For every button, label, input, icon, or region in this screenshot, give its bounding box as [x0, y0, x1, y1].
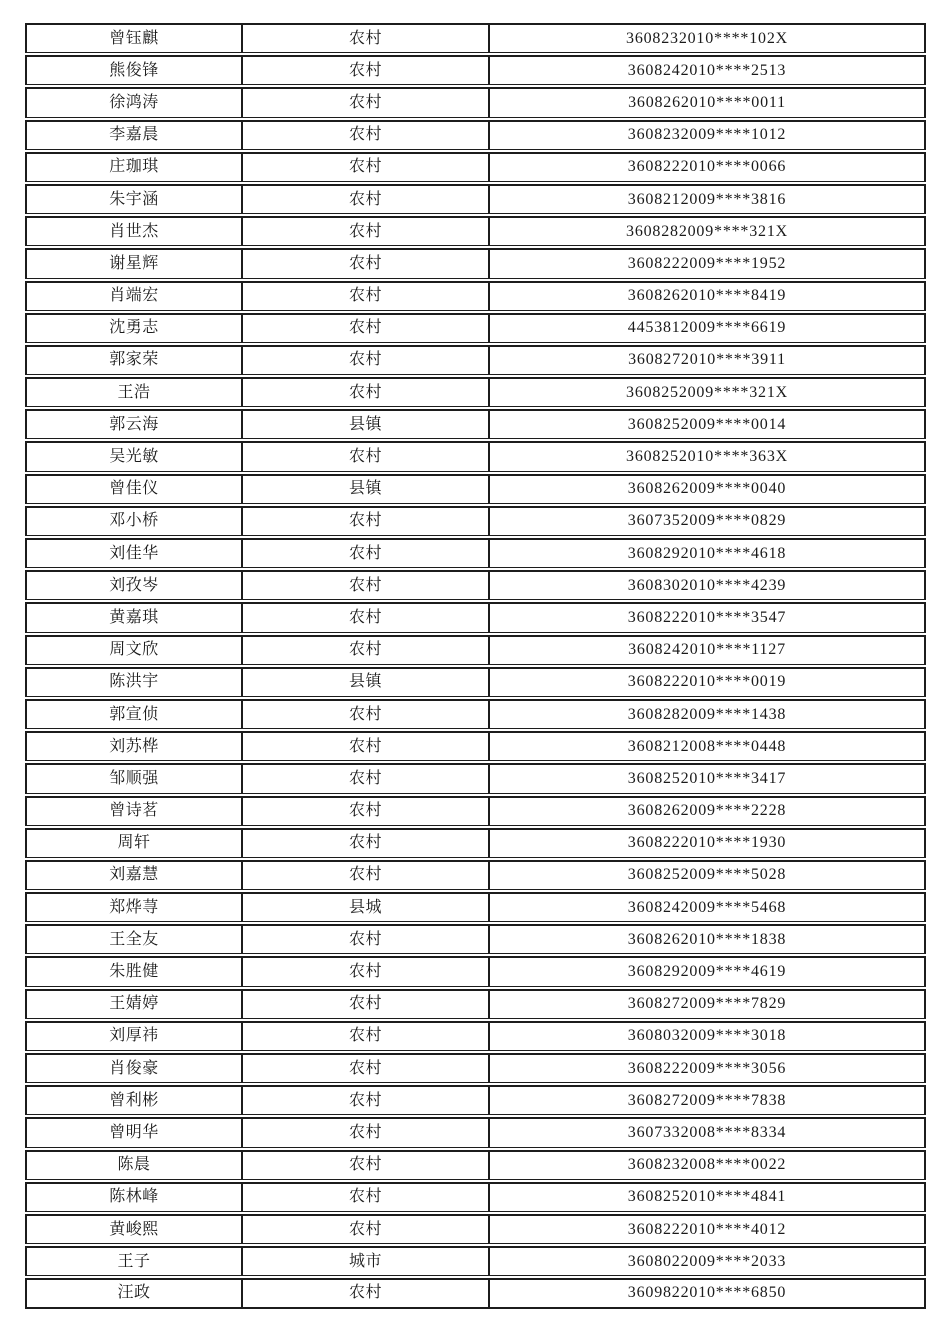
name-cell: 陈林峰: [27, 1184, 243, 1211]
table-row: [25, 699, 926, 729]
residence-type-cell: 城市: [243, 1248, 490, 1275]
residence-type-cell: 农村: [243, 958, 490, 985]
residence-type-cell: 农村: [243, 991, 490, 1018]
table-row: [25, 474, 926, 504]
id-number-cell: 3608262010****1838: [627, 930, 787, 948]
name-cell: 郭家荣: [27, 347, 243, 374]
id-number-cell: 3608212009****3816: [627, 190, 787, 208]
table-row: [25, 506, 926, 536]
table-row: [25, 1021, 926, 1051]
id-number-cell: 3609822010****6850: [627, 1284, 787, 1302]
residence-type-cell: 农村: [243, 637, 490, 664]
table-row: [25, 184, 926, 214]
residence-type-cell: 农村: [243, 186, 490, 213]
id-number-cell: 3608222010****0019: [627, 673, 787, 691]
table-row: [25, 152, 926, 182]
table-row: [25, 441, 926, 471]
name-cell: 周文欣: [27, 637, 243, 664]
table-row: [25, 892, 926, 922]
table-row: [25, 1182, 926, 1212]
table-row: [25, 1150, 926, 1180]
name-cell: 王婧婷: [27, 991, 243, 1018]
name-cell: 郭云海: [27, 411, 243, 438]
residence-type-cell: 农村: [243, 122, 490, 149]
name-cell: 王浩: [27, 379, 243, 406]
residence-type-cell: 农村: [243, 765, 490, 792]
table-row: [25, 989, 926, 1019]
residence-type-cell: 县镇: [243, 476, 490, 503]
id-number-cell: 3608222010****3547: [627, 608, 787, 626]
residence-type-cell: 农村: [243, 733, 490, 760]
residence-type-cell: 农村: [243, 1087, 490, 1114]
id-number-cell: 3608222009****3056: [627, 1059, 787, 1077]
id-number-cell: 3608232009****1012: [627, 126, 787, 144]
name-cell: 邓小桥: [27, 508, 243, 535]
name-cell: 李嘉晨: [27, 122, 243, 149]
id-number-cell: 3608222009****1952: [627, 254, 787, 272]
name-cell: 庄珈琪: [27, 154, 243, 181]
id-number-cell: 3608252009****0014: [627, 415, 787, 433]
name-cell: 曾明华: [27, 1119, 243, 1146]
table-row: [25, 345, 926, 375]
id-number-cell: 3608292010****4618: [627, 544, 787, 562]
name-cell: 刘嘉慧: [27, 862, 243, 889]
name-cell: 王全友: [27, 926, 243, 953]
residence-type-cell: 农村: [243, 347, 490, 374]
id-number-cell: 3608222010****0066: [627, 158, 787, 176]
residence-type-cell: 农村: [243, 1119, 490, 1146]
name-cell: 朱胜健: [27, 958, 243, 985]
name-cell: 黄嘉琪: [27, 604, 243, 631]
table-row: [25, 1053, 926, 1083]
name-cell: 周轩: [27, 830, 243, 857]
table-row: [25, 409, 926, 439]
id-number-cell: 3608242009****5468: [627, 898, 787, 916]
id-number-cell: 3607352009****0829: [627, 512, 787, 530]
name-cell: 曾诗茗: [27, 798, 243, 825]
name-cell: 郭宣侦: [27, 701, 243, 728]
table-row: [25, 87, 926, 117]
name-cell: 刘孜岑: [27, 572, 243, 599]
table-row: [25, 1246, 926, 1276]
id-number-cell: 3608242010****1127: [628, 641, 786, 659]
residence-type-cell: 农村: [243, 1152, 490, 1179]
residence-type-cell: 农村: [243, 572, 490, 599]
residence-type-cell: 农村: [243, 604, 490, 631]
name-cell: 曾佳仪: [27, 476, 243, 503]
table-row: [25, 120, 926, 150]
name-cell: 熊俊锋: [27, 57, 243, 84]
table-row: [25, 602, 926, 632]
table-row: [25, 538, 926, 568]
id-number-cell: 3608302010****4239: [627, 576, 787, 594]
roster-table: [25, 23, 926, 1311]
id-number-cell: 3608032009****3018: [627, 1027, 787, 1045]
residence-type-cell: 农村: [243, 218, 490, 245]
residence-type-cell: 县镇: [243, 411, 490, 438]
table-row: [25, 1278, 926, 1308]
name-cell: 吴光敏: [27, 443, 243, 470]
name-cell: 沈勇志: [27, 315, 243, 342]
residence-type-cell: 县镇: [243, 669, 490, 696]
id-number-cell: 3608022009****2033: [627, 1252, 787, 1270]
table-row: [25, 377, 926, 407]
table-row: [25, 313, 926, 343]
table-row: [25, 828, 926, 858]
id-number-cell: 3608272009****7838: [627, 1091, 787, 1109]
residence-type-cell: 农村: [243, 154, 490, 181]
table-row: [25, 924, 926, 954]
residence-type-cell: 农村: [243, 250, 490, 277]
id-number-cell: 3608242010****2513: [627, 61, 787, 79]
residence-type-cell: 农村: [243, 1184, 490, 1211]
name-cell: 汪政: [27, 1280, 243, 1306]
table-row: [25, 731, 926, 761]
name-cell: 肖俊豪: [27, 1055, 243, 1082]
table-row: [25, 570, 926, 600]
name-cell: 肖端宏: [27, 283, 243, 310]
id-number-cell: 3608262010****0011: [628, 93, 786, 111]
table-row: [25, 956, 926, 986]
table-row: [25, 55, 926, 85]
table-row: [25, 860, 926, 890]
name-cell: 曾利彬: [27, 1087, 243, 1114]
id-number-cell: 3608272010****3911: [628, 351, 786, 369]
name-cell: 王子: [27, 1248, 243, 1275]
residence-type-cell: 农村: [243, 1280, 490, 1306]
table-row: [25, 1085, 926, 1115]
residence-type-cell: 县城: [243, 894, 490, 921]
residence-type-cell: 农村: [243, 1055, 490, 1082]
residence-type-cell: 农村: [243, 57, 490, 84]
name-cell: 刘厚祎: [27, 1023, 243, 1050]
table-row: [25, 1214, 926, 1244]
residence-type-cell: 农村: [243, 508, 490, 535]
residence-type-cell: 农村: [243, 540, 490, 567]
name-cell: 朱宇涵: [27, 186, 243, 213]
residence-type-cell: 农村: [243, 283, 490, 310]
id-number-cell: 3608252010****363X: [626, 448, 788, 466]
name-cell: 郑烨荨: [27, 894, 243, 921]
table-row: [25, 1117, 926, 1147]
name-cell: 谢星辉: [27, 250, 243, 277]
name-cell: 肖世杰: [27, 218, 243, 245]
residence-type-cell: 农村: [243, 443, 490, 470]
id-number-cell: 3608252010****3417: [627, 769, 787, 787]
id-number-cell: 3608272009****7829: [627, 995, 787, 1013]
residence-type-cell: 农村: [243, 701, 490, 728]
id-number-cell: 3608252009****321X: [626, 383, 788, 401]
id-number-cell: 4453812009****6619: [627, 319, 787, 337]
residence-type-cell: 农村: [243, 926, 490, 953]
id-number-cell: 3608252010****4841: [627, 1188, 787, 1206]
name-cell: 陈洪宇: [27, 669, 243, 696]
table-row: [25, 281, 926, 311]
id-number-cell: 3608282009****1438: [627, 705, 787, 723]
table-row: [25, 23, 926, 53]
id-number-cell: 3608252009****5028: [627, 866, 787, 884]
id-number-cell: 3608222010****1930: [627, 834, 787, 852]
residence-type-cell: 农村: [243, 89, 490, 116]
table-row: [25, 667, 926, 697]
table-row: [25, 763, 926, 793]
residence-type-cell: 农村: [243, 862, 490, 889]
id-number-cell: 3608262009****0040: [627, 480, 787, 498]
table-row: [25, 216, 926, 246]
id-number-cell: 3608232008****0022: [627, 1156, 787, 1174]
name-cell: 邹顺强: [27, 765, 243, 792]
id-number-cell: 3608212008****0448: [627, 737, 787, 755]
table-row: [25, 248, 926, 278]
id-number-cell: 3608222010****4012: [627, 1220, 787, 1238]
name-cell: 曾钰麒: [27, 25, 243, 52]
residence-type-cell: 农村: [243, 25, 490, 52]
name-cell: 陈晨: [27, 1152, 243, 1179]
table-row: [25, 796, 926, 826]
residence-type-cell: 农村: [243, 315, 490, 342]
name-cell: 刘佳华: [27, 540, 243, 567]
id-number-cell: 3608262009****2228: [627, 802, 787, 820]
residence-type-cell: 农村: [243, 830, 490, 857]
id-number-cell: 3607332008****8334: [627, 1123, 787, 1141]
residence-type-cell: 农村: [243, 798, 490, 825]
name-cell: 黄峻熙: [27, 1216, 243, 1243]
residence-type-cell: 农村: [243, 1023, 490, 1050]
residence-type-cell: 农村: [243, 1216, 490, 1243]
id-number-cell: 3608292009****4619: [627, 963, 787, 981]
name-cell: 刘苏桦: [27, 733, 243, 760]
id-number-cell: 3608232010****102X: [626, 29, 788, 47]
residence-type-cell: 农村: [243, 379, 490, 406]
name-cell: 徐鸿涛: [27, 89, 243, 116]
table-row: [25, 635, 926, 665]
id-number-cell: 3608262010****8419: [627, 287, 787, 305]
id-number-cell: 3608282009****321X: [626, 222, 788, 240]
